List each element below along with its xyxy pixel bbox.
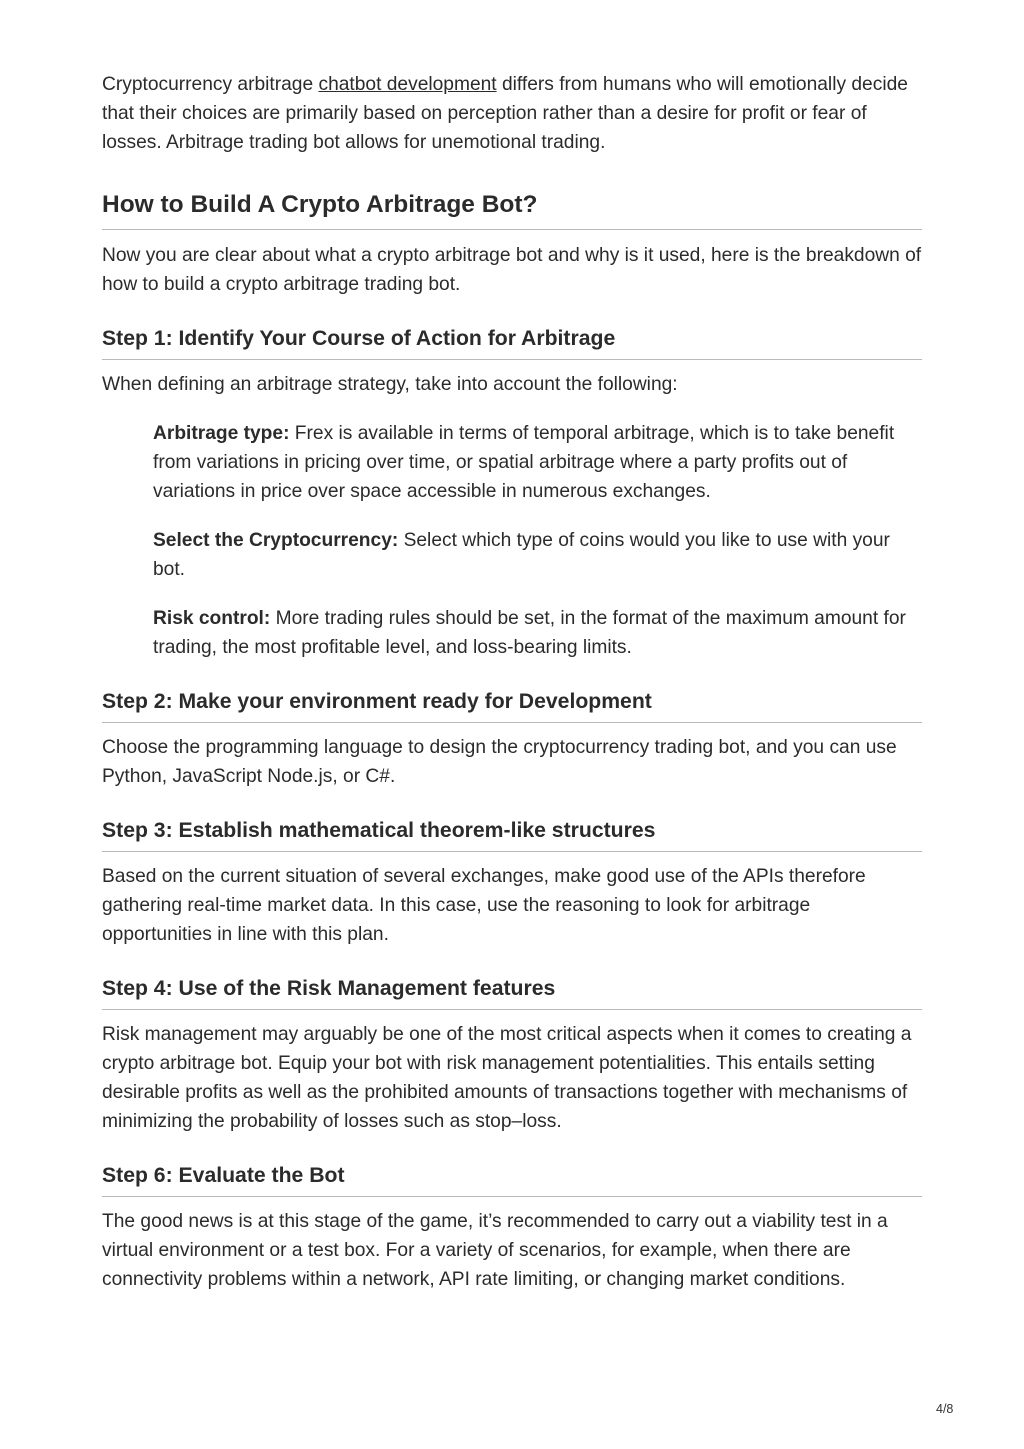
chatbot-development-link[interactable]: chatbot development: [318, 74, 497, 95]
step3-body: Based on the current situation of several exchanges, make good use of the APIs therefore gathering real-time market data. In this case, use the reasoning to look for arbitrage opportunities in line with this plan.: [102, 866, 866, 945]
main-heading: How to Build A Crypto Arbitrage Bot?: [102, 188, 922, 230]
item-text: More trading rules should be set, in the format of the maximum amount for trading, the most profitable level, and loss-bearing limits.: [153, 608, 906, 658]
step1-heading: Step 1: Identify Your Course of Action for Arbitrage: [102, 324, 922, 360]
step1-item-arbitrage-type: [102, 419, 922, 506]
intro-paragraph: [102, 70, 922, 157]
item-text: Select which type of coins would you like to use with your bot.: [153, 530, 890, 580]
item-label: Arbitrage type:: [153, 423, 290, 444]
step4-body: Risk management may arguably be one of the most critical aspects when it comes to creating a crypto arbitrage bot. Equip your bot with risk management potentialities. This entails setting desirable profits as well as the prohibited amounts of transactions together with mechanisms of minimizing the probability of losses such as stop–loss.: [102, 1024, 912, 1132]
step6-body: The good news is at this stage of the game, it’s recommended to carry out a viability test in a virtual environment or a test box. For a variety of scenarios, for example, when there are connectivity problems within a network, API rate limiting, or changing market conditions.: [102, 1211, 888, 1290]
step1-intro: When defining an arbitrage strategy, take into account the following:: [102, 374, 678, 395]
step1-item-risk-control: [102, 604, 922, 662]
step2-heading: Step 2: Make your environment ready for Development: [102, 687, 922, 723]
step3-heading: Step 3: Establish mathematical theorem-like structures: [102, 816, 922, 852]
step4-heading: Step 4: Use of the Risk Management features: [102, 974, 922, 1010]
step2-body: Choose the programming language to design the cryptocurrency trading bot, and you can use Python, JavaScript Node.js, or C#.: [102, 737, 897, 787]
intro-text-end: differs from humans who will emotionally decide that their choices are primarily based on perception rather than a desire for profit or fear of losses. Arbitrage trading bot allows for unemotional trading.: [102, 74, 908, 153]
page-number: 4/8: [936, 1402, 954, 1416]
main-intro-paragraph: Now you are clear about what a crypto arbitrage bot and why is it used, here is the breakdown of how to build a crypto arbitrage trading bot.: [102, 245, 922, 295]
item-label: Risk control:: [153, 608, 271, 629]
step6-heading: Step 6: Evaluate the Bot: [102, 1161, 922, 1197]
item-text: Frex is available in terms of temporal arbitrage, which is to take benefit from variations in pricing over time, or spatial arbitrage where a party profits out of variations in price over space accessible in numerous exchanges.: [153, 423, 895, 502]
step1-item-select-cryptocurrency: [102, 526, 922, 584]
document-page: [102, 70, 922, 1294]
item-label: Select the Cryptocurrency:: [153, 530, 399, 551]
intro-text-start: Cryptocurrency arbitrage: [102, 74, 319, 95]
